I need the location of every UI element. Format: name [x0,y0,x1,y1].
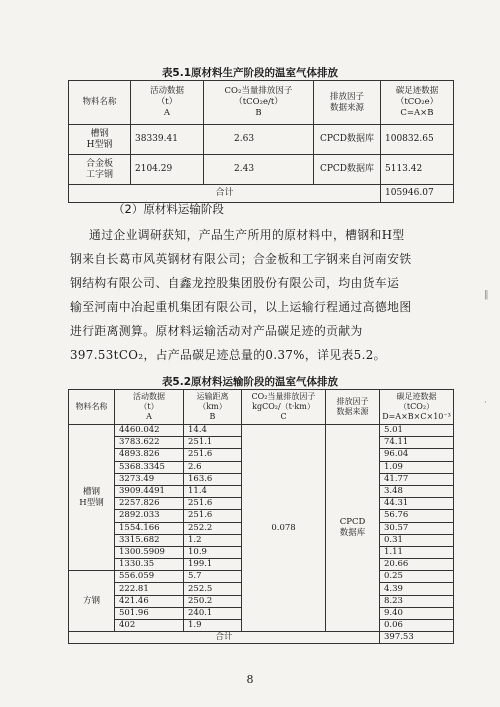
table1-header-cell: 活动数据 （t） A [131,81,204,125]
distance-cell: 251.6 [184,449,242,461]
table1-header-cell: 碳足迹数据 （tCO₂e） C=A×B [381,81,454,125]
factor-cell: 2.43 [204,155,314,185]
table-row [69,125,454,155]
table2-header-cell: CO₂当量排放因子 kgCO₂/（t·km） C [242,390,326,425]
distance-cell: 14.4 [184,425,242,437]
total-value: 397.53 [380,632,454,644]
table2-header-cell: 物料名称 [69,390,115,425]
total-value: 105946.07 [381,185,454,203]
table1-header-cell: CO₂当量排放因子 （tCO₂e/t） B [204,81,314,125]
distance-cell: 1.9 [184,620,242,632]
paragraph-line: 397.53tCO₂，占产品碳足迹总量的0.37%，详见表5.2。 [70,348,386,362]
table-row [69,425,454,437]
distance-cell: 199.1 [184,559,242,571]
distance-cell: 252.5 [184,583,242,595]
table1 [68,80,454,203]
footprint-cell: 56.76 [380,510,454,522]
activity-cell: 2104.29 [131,155,204,185]
footprint-cell: 41.77 [380,473,454,485]
distance-cell: 251.1 [184,437,242,449]
margin-mark: ‖ [484,290,489,300]
footprint-cell: 1.11 [380,546,454,558]
activity-cell: 4460.042 [115,425,184,437]
activity-cell: 3273.49 [115,473,184,485]
table1-header-row [69,81,454,125]
source-cell: CPCD 数据库 [326,425,380,632]
footprint-cell: 4.39 [380,583,454,595]
margin-mark: · [484,398,487,408]
activity-cell: 3783.622 [115,437,184,449]
paragraph-line: 通过企业调研获知，产品生产所用的原材料中，槽钢和H型 [89,228,405,242]
footprint-cell: 9.40 [380,607,454,619]
distance-cell: 250.2 [184,595,242,607]
material-name-cell: 合金板 工字钢 [69,155,131,185]
activity-cell: 38339.41 [131,125,204,155]
paragraph-line: 钢结构有限公司、自鑫龙控股集团股份有限公司，均由货车运 [70,276,400,290]
distance-cell: 251.6 [184,510,242,522]
footprint-cell: 0.06 [380,620,454,632]
footprint-cell: 44.31 [380,498,454,510]
footprint-cell: 30.57 [380,522,454,534]
table2 [68,389,454,644]
material-name-cell: 方钢 [69,571,115,632]
footprint-cell: 5113.42 [381,155,454,185]
paragraph-line: 输至河南中冶起重机集团有限公司，以上运输行程通过高德地图 [70,300,412,314]
table2-caption: 表5.2原材料运输阶段的温室气体排放 [161,376,339,388]
distance-cell: 5.7 [184,571,242,583]
table2-header-cell: 碳足迹数据 （tCO₂） D=A×B×C×10⁻³ [380,390,454,425]
activity-cell: 1300.5909 [115,546,184,558]
activity-cell: 1330.35 [115,559,184,571]
distance-cell: 163.6 [184,473,242,485]
activity-cell: 556.059 [115,571,184,583]
factor-cell: 0.078 [242,425,326,632]
footprint-cell: 8.23 [380,595,454,607]
activity-cell: 222.81 [115,583,184,595]
distance-cell: 10.9 [184,546,242,558]
footprint-cell: 100832.65 [381,125,454,155]
activity-cell: 2892.033 [115,510,184,522]
footprint-cell: 0.25 [380,571,454,583]
distance-cell: 240.1 [184,607,242,619]
activity-cell: 402 [115,620,184,632]
activity-cell: 5368.3345 [115,461,184,473]
footprint-cell: 0.31 [380,534,454,546]
table2-header-cell: 活动数据 （t） A [115,390,184,425]
page-number: 8 [246,673,254,686]
source-cell: CPCD数据库 [314,125,381,155]
footprint-cell: 3.48 [380,485,454,497]
activity-cell: 3315.682 [115,534,184,546]
footprint-cell: 20.66 [380,559,454,571]
distance-cell: 251.6 [184,498,242,510]
table2-header-cell: 运输距离 （km） B [184,390,242,425]
table2-header-row [69,390,454,425]
table1-header-cell: 排放因子 数据来源 [314,81,381,125]
distance-cell: 11.4 [184,485,242,497]
activity-cell: 2257.826 [115,498,184,510]
table1-caption: 表5.1原材料生产阶段的温室气体排放 [161,67,339,79]
factor-cell: 2.63 [204,125,314,155]
table2-body [69,425,454,632]
activity-cell: 4893.826 [115,449,184,461]
paragraph-line: 钢来自长葛市风英钢材有限公司；合金板和工字钢来自河南安铁 [70,252,412,266]
total-label: 合计 [69,632,380,644]
footprint-cell: 74.11 [380,437,454,449]
table-row [69,155,454,185]
section-title: （2）原材料运输阶段 [113,202,224,216]
activity-cell: 3909.4491 [115,485,184,497]
material-name-cell: 槽钢 H型钢 [69,425,115,571]
source-cell: CPCD数据库 [314,155,381,185]
footprint-cell: 5.01 [380,425,454,437]
table2-total-row [69,632,454,644]
table1-total-row [69,185,454,203]
distance-cell: 1.2 [184,534,242,546]
activity-cell: 1554.166 [115,522,184,534]
distance-cell: 2.6 [184,461,242,473]
total-label: 合计 [69,185,381,203]
distance-cell: 252.2 [184,522,242,534]
table1-header-cell: 物料名称 [69,81,131,125]
activity-cell: 501.96 [115,607,184,619]
paragraph-line: 进行距离测算。原材料运输活动对产品碳足迹的贡献为 [70,324,363,338]
table2-header-cell: 排放因子 数据来源 [326,390,380,425]
material-name-cell: 槽钢 H型钢 [69,125,131,155]
footprint-cell: 96.04 [380,449,454,461]
activity-cell: 421.46 [115,595,184,607]
footprint-cell: 1.09 [380,461,454,473]
